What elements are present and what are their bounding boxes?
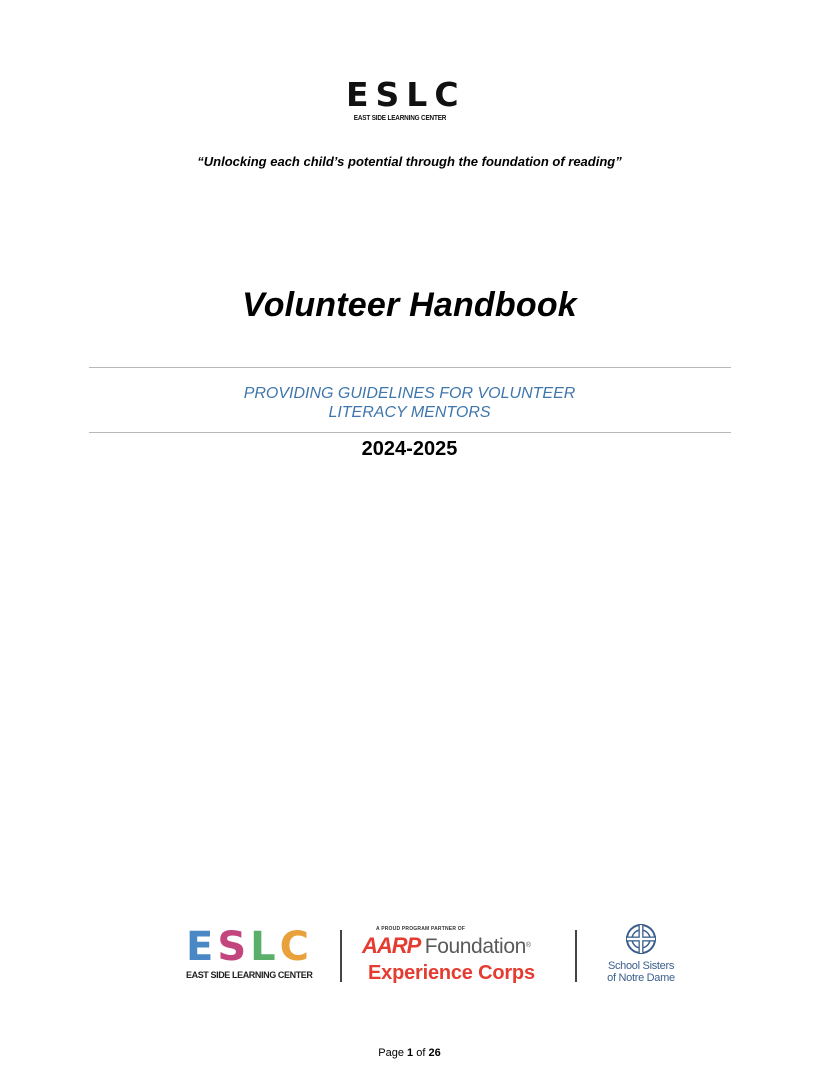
divider-top xyxy=(89,367,731,368)
logo-letter: C xyxy=(279,924,313,970)
tagline: “Unlocking each child’s potential through the foundation of reading” xyxy=(197,154,622,169)
page-label: Page xyxy=(378,1047,404,1059)
logo-letter: L xyxy=(250,924,280,970)
logo-letter: E xyxy=(186,924,218,970)
eslc-footer-subtitle: EAST SIDE LEARNING CENTER xyxy=(186,970,313,980)
logo-letters: ESLC xyxy=(346,75,466,114)
page-total: 26 xyxy=(428,1047,441,1059)
divider-bottom xyxy=(89,432,731,433)
page-of: of xyxy=(416,1047,426,1059)
aarp-brand: AARP xyxy=(362,933,421,958)
logo-letter: S xyxy=(217,924,251,970)
page-number xyxy=(0,1047,819,1059)
logo-separator xyxy=(575,930,577,982)
ssnd-cross-emblem-icon xyxy=(624,922,658,956)
ssnd-logo xyxy=(596,922,686,984)
ssnd-line-1: School Sisters xyxy=(607,960,675,972)
page-current: 1 xyxy=(407,1047,414,1059)
eslc-header-logo xyxy=(340,75,466,123)
eslc-footer-logo xyxy=(186,926,316,981)
logo-separator xyxy=(340,930,342,982)
subtitle xyxy=(0,384,819,422)
aarp-partner-tagline: A PROUD PROGRAM PARTNER OF xyxy=(376,926,466,932)
eslc-footer-letters xyxy=(186,926,316,968)
aarp-row xyxy=(362,934,562,961)
aarp-reg-mark: ® xyxy=(525,942,532,949)
ssnd-line-2: of Notre Dame xyxy=(607,972,675,984)
page-title: Volunteer Handbook xyxy=(242,286,577,324)
subtitle-line-1: PROVIDING GUIDELINES FOR VOLUNTEER xyxy=(243,385,576,402)
ssnd-name xyxy=(596,960,686,984)
aarp-foundation: Foundation xyxy=(424,935,526,958)
aarp-foundation-logo xyxy=(362,926,562,985)
subtitle-line-2: LITERACY MENTORS xyxy=(328,404,491,421)
year: 2024-2025 xyxy=(361,438,458,460)
experience-corps: Experience Corps xyxy=(368,962,535,984)
logo-subtitle: EAST SIDE LEARNING CENTER xyxy=(353,113,447,122)
